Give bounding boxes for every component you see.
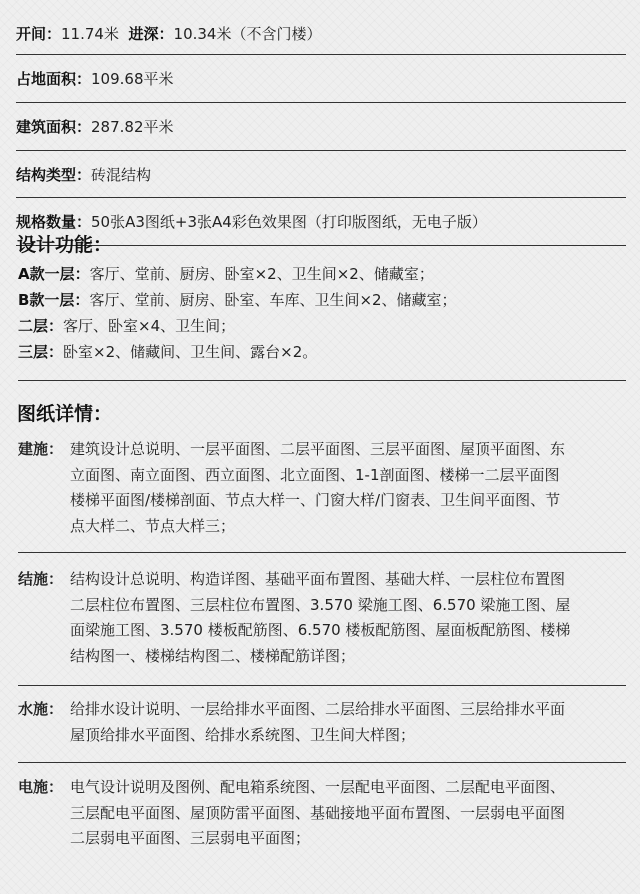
spec-label: 结构类型： (16, 165, 92, 184)
design-item (18, 313, 235, 339)
item-value: 卧室×2、储藏间、卫生间、露台×2。 (63, 343, 318, 361)
spec-value: 砖混结构 (91, 165, 152, 184)
block-line: 给排水设计说明、一层给排水平面图、二层给排水平面图、三层给排水平面 (70, 700, 566, 718)
drawing-block-plumbing (18, 697, 626, 748)
item-label: A款一层： (18, 265, 90, 283)
item-value: 客厅、卧室×4、卫生间； (63, 317, 236, 335)
block-line: 二层弱电平面图、三层弱电平面图； (70, 829, 311, 847)
item-value: 客厅、堂前、厨房、卧室×2、卫生间×2、储藏室； (89, 265, 434, 283)
spec-row-structure (16, 151, 626, 198)
block-label: 建施： (18, 440, 64, 458)
drawing-block-electrical (18, 775, 626, 852)
spec-value: 50张A3图纸+3张A4彩色效果图（打印版图纸，无电子版） (91, 213, 487, 231)
block-line: 面梁施工图、3.570 楼板配筋图、6.570 楼板配筋图、屋面板配筋图、楼梯 (70, 621, 571, 639)
block-line: 屋顶给排水平面图、给排水系统图、卫生间大样图； (70, 725, 416, 744)
item-value: 客厅、堂前、厨房、卧室、车库、卫生间×2、储藏室； (89, 291, 457, 309)
block-line: 立面图、南立面图、西立面图、北立面图、1-1剖面图、楼梯一二层平面图 (70, 465, 560, 484)
divider (18, 552, 626, 553)
design-item (18, 339, 317, 365)
item-label: B款一层： (18, 291, 90, 309)
divider (18, 762, 626, 763)
spec-label: 进深： (128, 24, 174, 43)
design-item (18, 287, 457, 313)
spec-label: 开间： (16, 24, 62, 43)
block-line: 三层配电平面图、屋顶防雷平面图、基础接地平面布置图、一层弱电平面图 (70, 803, 566, 822)
spec-value: 109.68平米 (91, 70, 174, 88)
spec-label: 建筑面积： (16, 118, 92, 136)
spec-row-land-area (16, 55, 626, 103)
design-heading: 设计功能： (17, 234, 113, 256)
design-item (18, 261, 434, 287)
drawing-block-structure (18, 567, 626, 669)
spec-value: 287.82平米 (91, 118, 174, 136)
block-line: 建筑设计总说明、一层平面图、二层平面图、三层平面图、屋顶平面图、东 (70, 440, 566, 458)
block-label: 电施： (18, 778, 64, 796)
block-label: 水施： (18, 700, 64, 718)
block-line: 结构设计总说明、构造详图、基础平面布置图、基础大样、一层柱位布置图 (70, 570, 566, 588)
spec-label: 规格数量： (16, 213, 92, 231)
block-line: 点大样二、节点大样三； (70, 516, 236, 535)
spec-row-dimensions (16, 12, 626, 55)
item-label: 二层： (18, 317, 64, 335)
drawings-heading: 图纸详情： (17, 403, 113, 425)
block-line: 电气设计说明及图例、配电箱系统图、一层配电平面图、二层配电平面图、 (70, 778, 566, 796)
block-line: 二层柱位布置图、三层柱位布置图、3.570 梁施工图、6.570 梁施工图、屋 (70, 595, 571, 614)
divider (18, 380, 626, 381)
spec-label: 占地面积： (16, 70, 92, 88)
spec-value: 11.74米 (61, 24, 119, 43)
drawing-block-architecture (18, 437, 626, 539)
block-line: 楼梯平面图/楼梯剖面、节点大样一、门窗大样/门窗表、卫生间平面图、节 (70, 491, 561, 509)
spec-value: 10.34米（不含门楼） (173, 24, 322, 43)
item-label: 三层： (18, 343, 64, 361)
spec-row-building-area (16, 103, 626, 151)
divider (18, 685, 626, 686)
block-line: 结构图一、楼梯结构图二、楼梯配筋详图； (70, 646, 356, 665)
block-label: 结施： (18, 570, 64, 588)
